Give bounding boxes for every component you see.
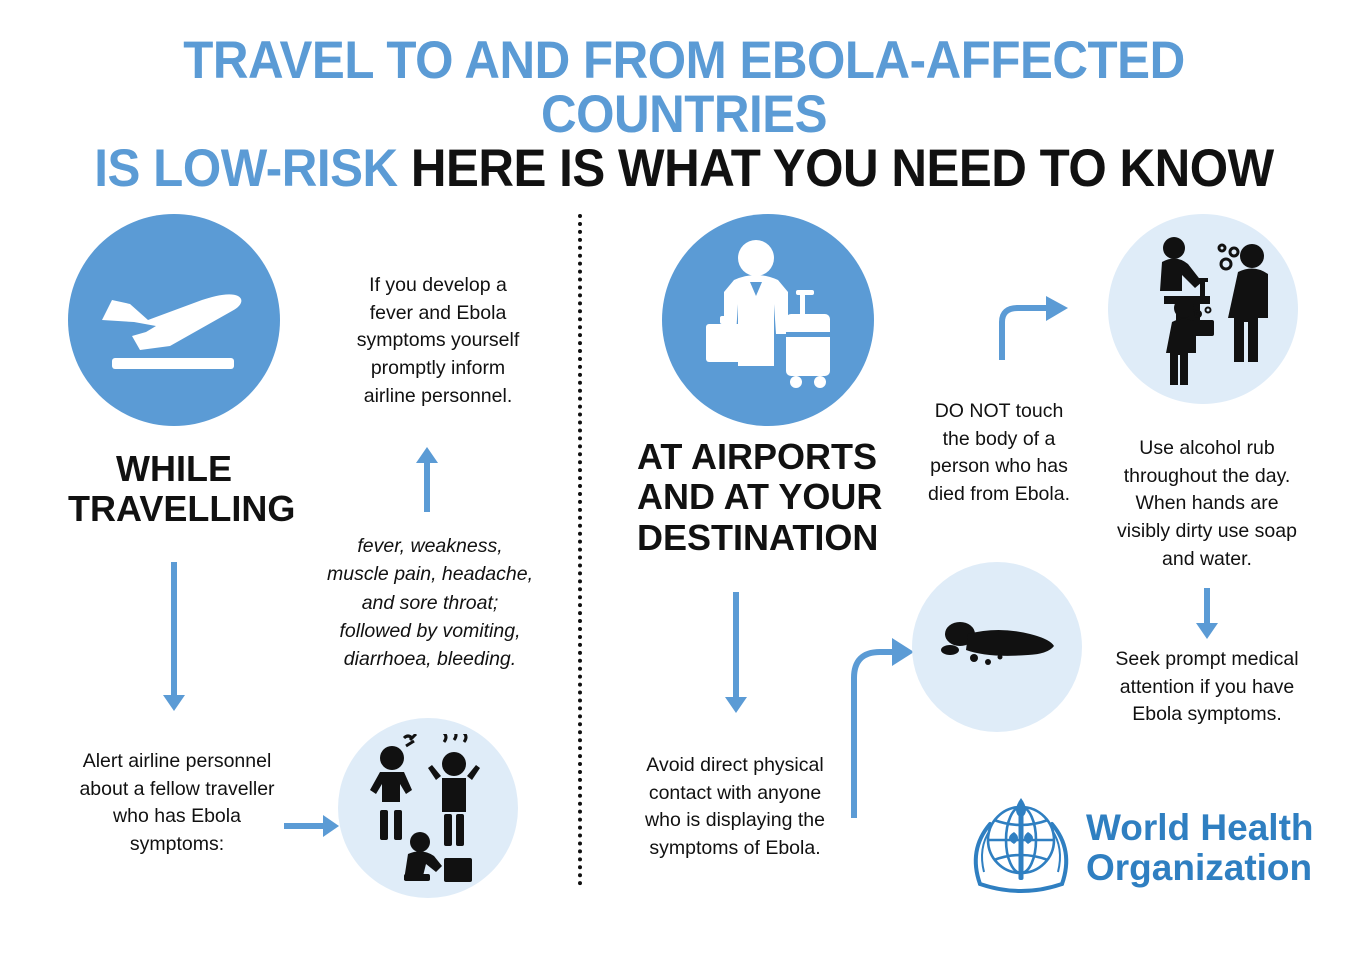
page-title bbox=[0, 31, 1368, 199]
seek-medical-text: Seek prompt medical attention if you have Ebola symptoms. bbox=[1115, 648, 1299, 726]
arrow-down-to-seek-medical bbox=[1204, 588, 1210, 624]
traveller-circle bbox=[662, 214, 874, 426]
title-line-1: TRAVEL TO AND FROM EBOLA-AFFECTED COUNTRIES bbox=[183, 31, 1185, 145]
symptoms-list-text: fever, weakness, muscle pain, headache, and sore throat; followed by vomiting, diarrhoea, bleeding. bbox=[327, 535, 533, 671]
arrow-up-symptoms-to-inform bbox=[424, 462, 430, 512]
who-logo-line2: Organization bbox=[1086, 846, 1313, 888]
deceased-body-circle bbox=[912, 562, 1082, 732]
title-line-2 bbox=[48, 139, 1320, 199]
sick-people-circle bbox=[338, 718, 518, 898]
alert-airline-text: Alert airline personnel about a fellow traveller who has Ebola symptoms: bbox=[79, 750, 275, 856]
arrow-down-at-airports bbox=[733, 592, 739, 698]
at-airports-heading-line3: DESTINATION bbox=[637, 516, 879, 558]
at-airports-heading bbox=[637, 437, 897, 558]
who-emblem-icon bbox=[962, 788, 1080, 906]
title-line-2-blue: IS LOW-RISK bbox=[94, 139, 398, 199]
while-travelling-heading-line1: WHILE bbox=[116, 448, 232, 489]
hand-washing-circle bbox=[1108, 214, 1298, 404]
title-line-2-dark: HERE IS WHAT YOU NEED TO KNOW bbox=[410, 139, 1274, 199]
who-logo-text bbox=[1086, 808, 1314, 888]
who-logo-line1: World Health bbox=[1086, 807, 1314, 848]
deceased-body-icon bbox=[930, 616, 1066, 678]
arrow-down-while-travelling bbox=[171, 562, 177, 696]
sick-people-icon bbox=[358, 734, 500, 884]
curved-arrow-to-handwash bbox=[996, 296, 1076, 366]
section-divider bbox=[578, 214, 582, 886]
inform-airline-text: If you develop a fever and Ebola symptoms yourself promptly inform airline personnel. bbox=[356, 274, 520, 407]
while-travelling-heading bbox=[68, 448, 296, 530]
do-not-touch-text: DO NOT touch the body of a person who has died from Ebola. bbox=[928, 400, 1070, 506]
at-airports-heading-line2: AND AT YOUR bbox=[637, 476, 883, 518]
arrow-right-to-symptoms bbox=[284, 823, 324, 829]
at-airports-heading-line1: AT AIRPORTS bbox=[637, 436, 877, 477]
while-travelling-heading-line2: TRAVELLING bbox=[68, 488, 296, 530]
avoid-contact-text: Avoid direct physical contact with anyone who is displaying the symptoms of Ebola. bbox=[645, 754, 825, 860]
alcohol-rub-text: Use alcohol rub throughout the day. When hands are visibly dirty use soap and water. bbox=[1117, 437, 1297, 570]
plane-circle bbox=[68, 214, 280, 426]
airplane-takeoff-icon bbox=[94, 258, 254, 383]
hand-washing-icon bbox=[1130, 234, 1280, 386]
curved-arrow-to-body bbox=[840, 628, 920, 828]
traveller-with-luggage-icon bbox=[700, 236, 840, 406]
